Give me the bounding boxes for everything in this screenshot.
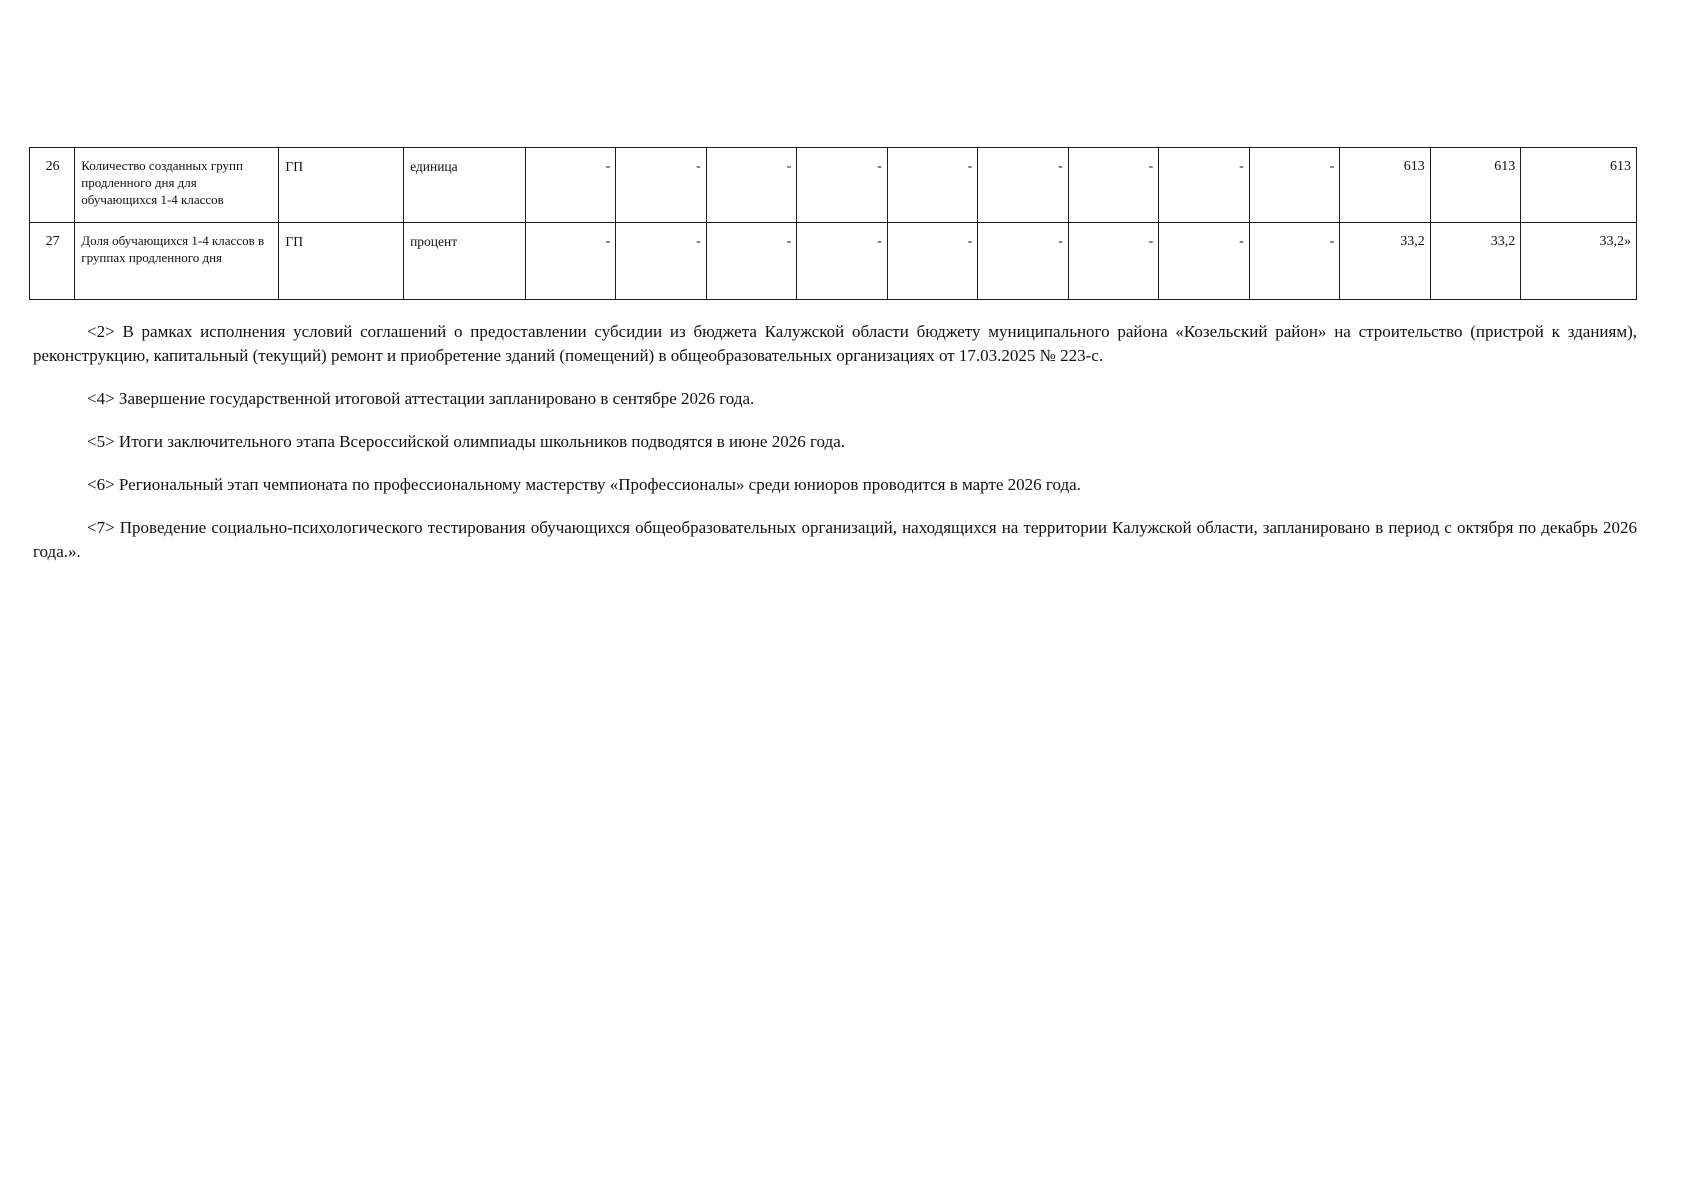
value-cell: 33,2 xyxy=(1430,223,1521,300)
value-cell: - xyxy=(1249,148,1340,223)
value-cell: - xyxy=(616,148,707,223)
value-cell: - xyxy=(706,148,797,223)
value-cell: - xyxy=(706,223,797,300)
value-cell: - xyxy=(887,148,978,223)
row-number: 26 xyxy=(30,148,75,223)
value-cell: - xyxy=(797,223,888,300)
value-cell: 613 xyxy=(1430,148,1521,223)
value-cell: - xyxy=(797,148,888,223)
footnotes xyxy=(33,320,1637,583)
value-cell: - xyxy=(1249,223,1340,300)
indicator-name: Доля обучающихся 1-4 классов в группах продленного дня xyxy=(75,223,279,300)
table-row xyxy=(30,223,1637,300)
indicator-type: ГП xyxy=(279,223,404,300)
table-row xyxy=(30,148,1637,223)
footnote-6: <6> Региональный этап чемпионата по профессиональному мастерству «Профессионалы» среди юниоров проводится в марте 2026 года. xyxy=(87,475,1081,494)
value-cell: - xyxy=(1068,223,1159,300)
indicator-name: Количество созданных групп продленного дня для обучающихся 1-4 классов xyxy=(75,148,279,223)
indicators-table xyxy=(29,147,1637,300)
value-cell: 33,2» xyxy=(1521,223,1637,300)
value-cell: 33,2 xyxy=(1340,223,1431,300)
value-cell: - xyxy=(525,223,616,300)
indicator-unit: единица xyxy=(404,148,526,223)
value-cell: - xyxy=(616,223,707,300)
indicator-type: ГП xyxy=(279,148,404,223)
footnote-2: <2> В рамках исполнения условий соглашений о предоставлении субсидии из бюджета Калужской области бюджету муниципального района «Козельский район» на строительство (пристрой к зданиям), реконструкцию, капитальный (текущий) ремонт и приобретение зданий (помещений) в общеобразовательных организациях от 17.03.2025 № 223-с. xyxy=(33,322,1637,365)
value-cell: - xyxy=(1159,148,1250,223)
footnote-5: <5> Итоги заключительного этапа Всероссийской олимпиады школьников подводятся в июне 2026 года. xyxy=(87,432,845,451)
footnote-7: <7> Проведение социально-психологического тестирования обучающихся общеобразовательных организаций, находящихся на территории Калужской области, запланировано в период с октября по декабрь 2026 года.». xyxy=(33,518,1637,561)
value-cell: - xyxy=(978,148,1069,223)
indicator-unit: процент xyxy=(404,223,526,300)
value-cell: - xyxy=(1159,223,1250,300)
value-cell: - xyxy=(525,148,616,223)
row-number: 27 xyxy=(30,223,75,300)
value-cell: 613 xyxy=(1521,148,1637,223)
value-cell: - xyxy=(887,223,978,300)
footnote-4: <4> Завершение государственной итоговой аттестации запланировано в сентябре 2026 года. xyxy=(87,389,755,408)
value-cell: - xyxy=(1068,148,1159,223)
value-cell: 613 xyxy=(1340,148,1431,223)
value-cell: - xyxy=(978,223,1069,300)
